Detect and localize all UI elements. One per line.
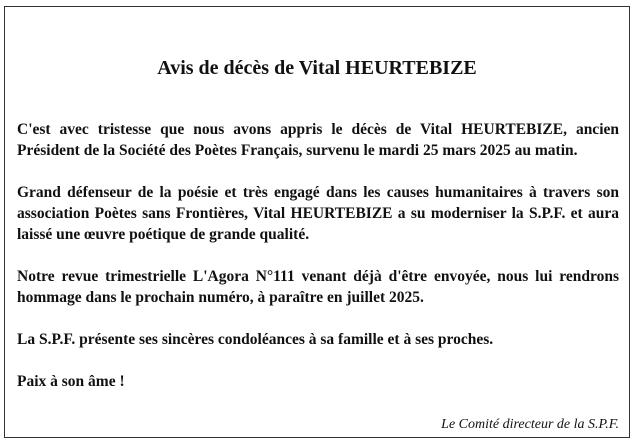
notice-signature: Le Comité directeur de la S.P.F. [441,417,619,432]
notice-paragraph-agora: Notre revue trimestrielle L'Agora N°111 venant déjà d'être envoyée, nous lui rendrons hommage dans le prochain numéro, à paraître en juillet 2025. [17,268,619,306]
notice-body [17,119,619,413]
notice-paragraph-condolences: La S.P.F. présente ses sincères condoléances à sa famille et à ses proches. [17,331,494,348]
notice-paragraph-tribute: Grand défenseur de la poésie et très engagé dans les causes humanitaires à travers son association Poètes sans Frontières, Vital HEURTEBIZE a su moderniser la S.P.F. et aura laissé une œuvre poétique de grande qualité. [17,184,619,243]
notice-paragraph-farewell: Paix à son âme ! [17,373,125,390]
notice-paragraph-announcement: C'est avec tristesse que nous avons appris le décès de Vital HEURTEBIZE, ancien Président de la Société des Poètes Français, survenu le mardi 25 mars 2025 au matin. [17,121,619,159]
notice-title: Avis de décès de Vital HEURTEBIZE [157,57,477,79]
notice-frame [4,6,630,438]
